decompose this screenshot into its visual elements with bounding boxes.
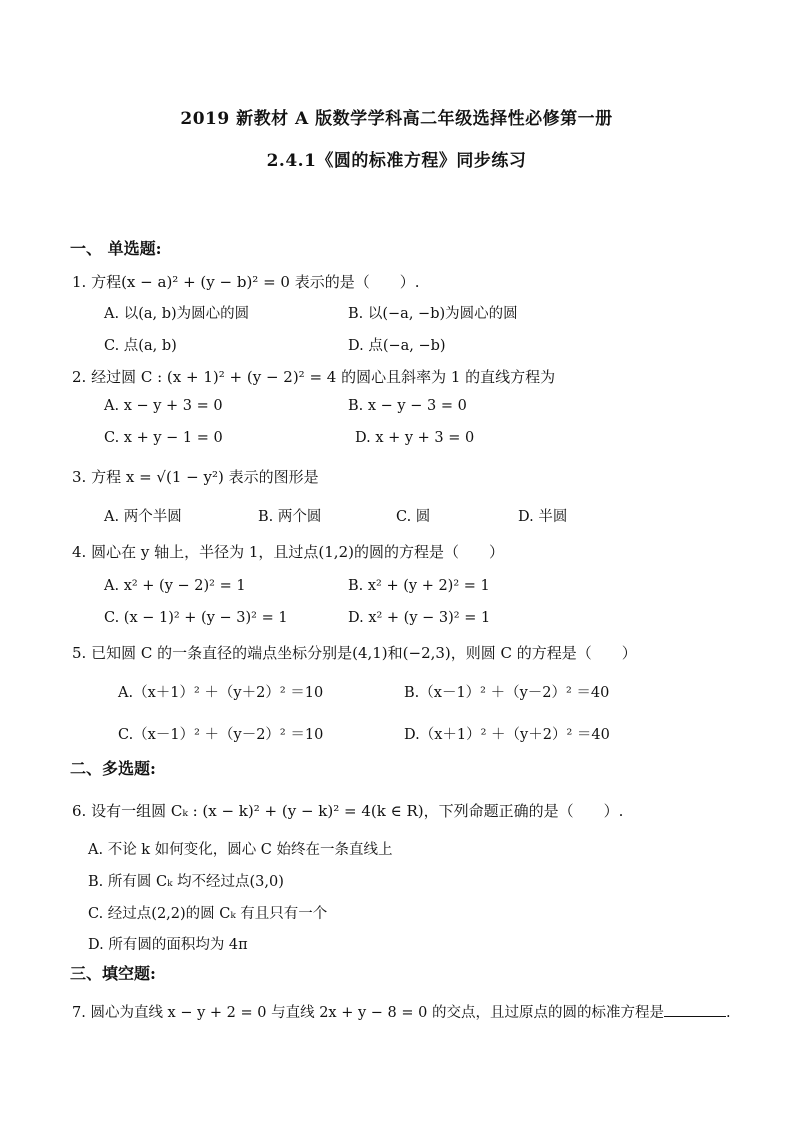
question-5-stem: 5. 已知圆 C 的一条直径的端点坐标分别是(4,1)和(−2,3)，则圆 C 的方程是（ ） (72, 644, 637, 662)
document-subtitle: 2.4.1《圆的标准方程》同步练习 (266, 151, 527, 171)
question-1-option-a: A. 以(a, b)为圆心的圆 (104, 306, 250, 322)
question-4-option-b: B. x² + (y + 2)² = 1 (348, 578, 490, 594)
question-3-option-d: D. 半圆 (518, 509, 568, 525)
question-2-option-d: D. x + y + 3 = 0 (355, 430, 475, 446)
question-6-option-b: B. 所有圆 Cₖ 均不经过点(3,0) (88, 874, 284, 890)
question-6-option-a: A. 不论 k 如何变化，圆心 C 始终在一条直线上 (88, 842, 393, 858)
question-2-option-c: C. x + y − 1 = 0 (104, 430, 223, 446)
question-6-option-c: C. 经过点(2,2)的圆 Cₖ 有且只有一个 (88, 906, 328, 922)
question-4-option-a: A. x² + (y − 2)² = 1 (104, 578, 246, 594)
question-3-option-a: A. 两个半圆 (104, 509, 182, 525)
question-1-option-c: C. 点(a, b) (104, 338, 177, 354)
document-title: 2019 新教材 A 版数学学科高二年级选择性必修第一册 (180, 109, 613, 129)
question-3-stem: 3. 方程 x = √(1 − y²) 表示的图形是 (72, 468, 319, 486)
question-7 (72, 1001, 731, 1022)
question-6-option-d: D. 所有圆的面积均为 4π (88, 937, 248, 953)
question-5-option-a: A.（x＋1）² ＋（y＋2）² ＝10 (118, 685, 324, 701)
section-multiple-choice: 二、多选题: (70, 759, 156, 778)
section-fill-in: 三、填空题: (70, 964, 156, 983)
question-5-option-c: C.（x－1）² ＋（y－2）² ＝10 (118, 727, 324, 743)
question-2-option-b: B. x − y − 3 = 0 (348, 398, 467, 414)
question-6-stem: 6. 设有一组圆 Cₖ : (x − k)² + (y − k)² = 4(k ∈ R)，下列命题正确的是（ ）. (72, 802, 624, 820)
question-2-stem: 2. 经过圆 C : (x + 1)² + (y − 2)² = 4 的圆心且斜率为 1 的直线方程为 (72, 368, 556, 386)
question-2-option-a: A. x − y + 3 = 0 (104, 398, 223, 414)
question-7-end: . (725, 1005, 731, 1021)
question-1-option-b: B. 以(−a, −b)为圆心的圆 (348, 306, 518, 322)
question-1-option-d: D. 点(−a, −b) (348, 338, 446, 354)
question-5-option-b: B.（x－1）² ＋（y－2）² ＝40 (404, 685, 610, 701)
question-4-stem: 4. 圆心在 y 轴上，半径为 1，且过点(1,2)的圆的方程是（ ） (72, 543, 504, 561)
question-4-option-c: C. (x − 1)² + (y − 3)² = 1 (104, 610, 288, 626)
section-single-choice: 一、 单选题: (70, 239, 162, 258)
question-7-stem: 7. 圆心为直线 x − y + 2 = 0 与直线 2x + y − 8 = 0 的交点，且过原点的圆的标准方程是 (72, 1005, 664, 1021)
question-5-option-d: D.（x＋1）² ＋（y＋2）² ＝40 (404, 727, 610, 743)
question-3-option-c: C. 圆 (396, 509, 431, 525)
answer-blank[interactable] (664, 1002, 726, 1017)
question-1-stem: 1. 方程(x − a)² + (y − b)² = 0 表示的是（ ）. (72, 273, 420, 291)
question-4-option-d: D. x² + (y − 3)² = 1 (348, 610, 491, 626)
question-3-option-b: B. 两个圆 (258, 509, 322, 525)
